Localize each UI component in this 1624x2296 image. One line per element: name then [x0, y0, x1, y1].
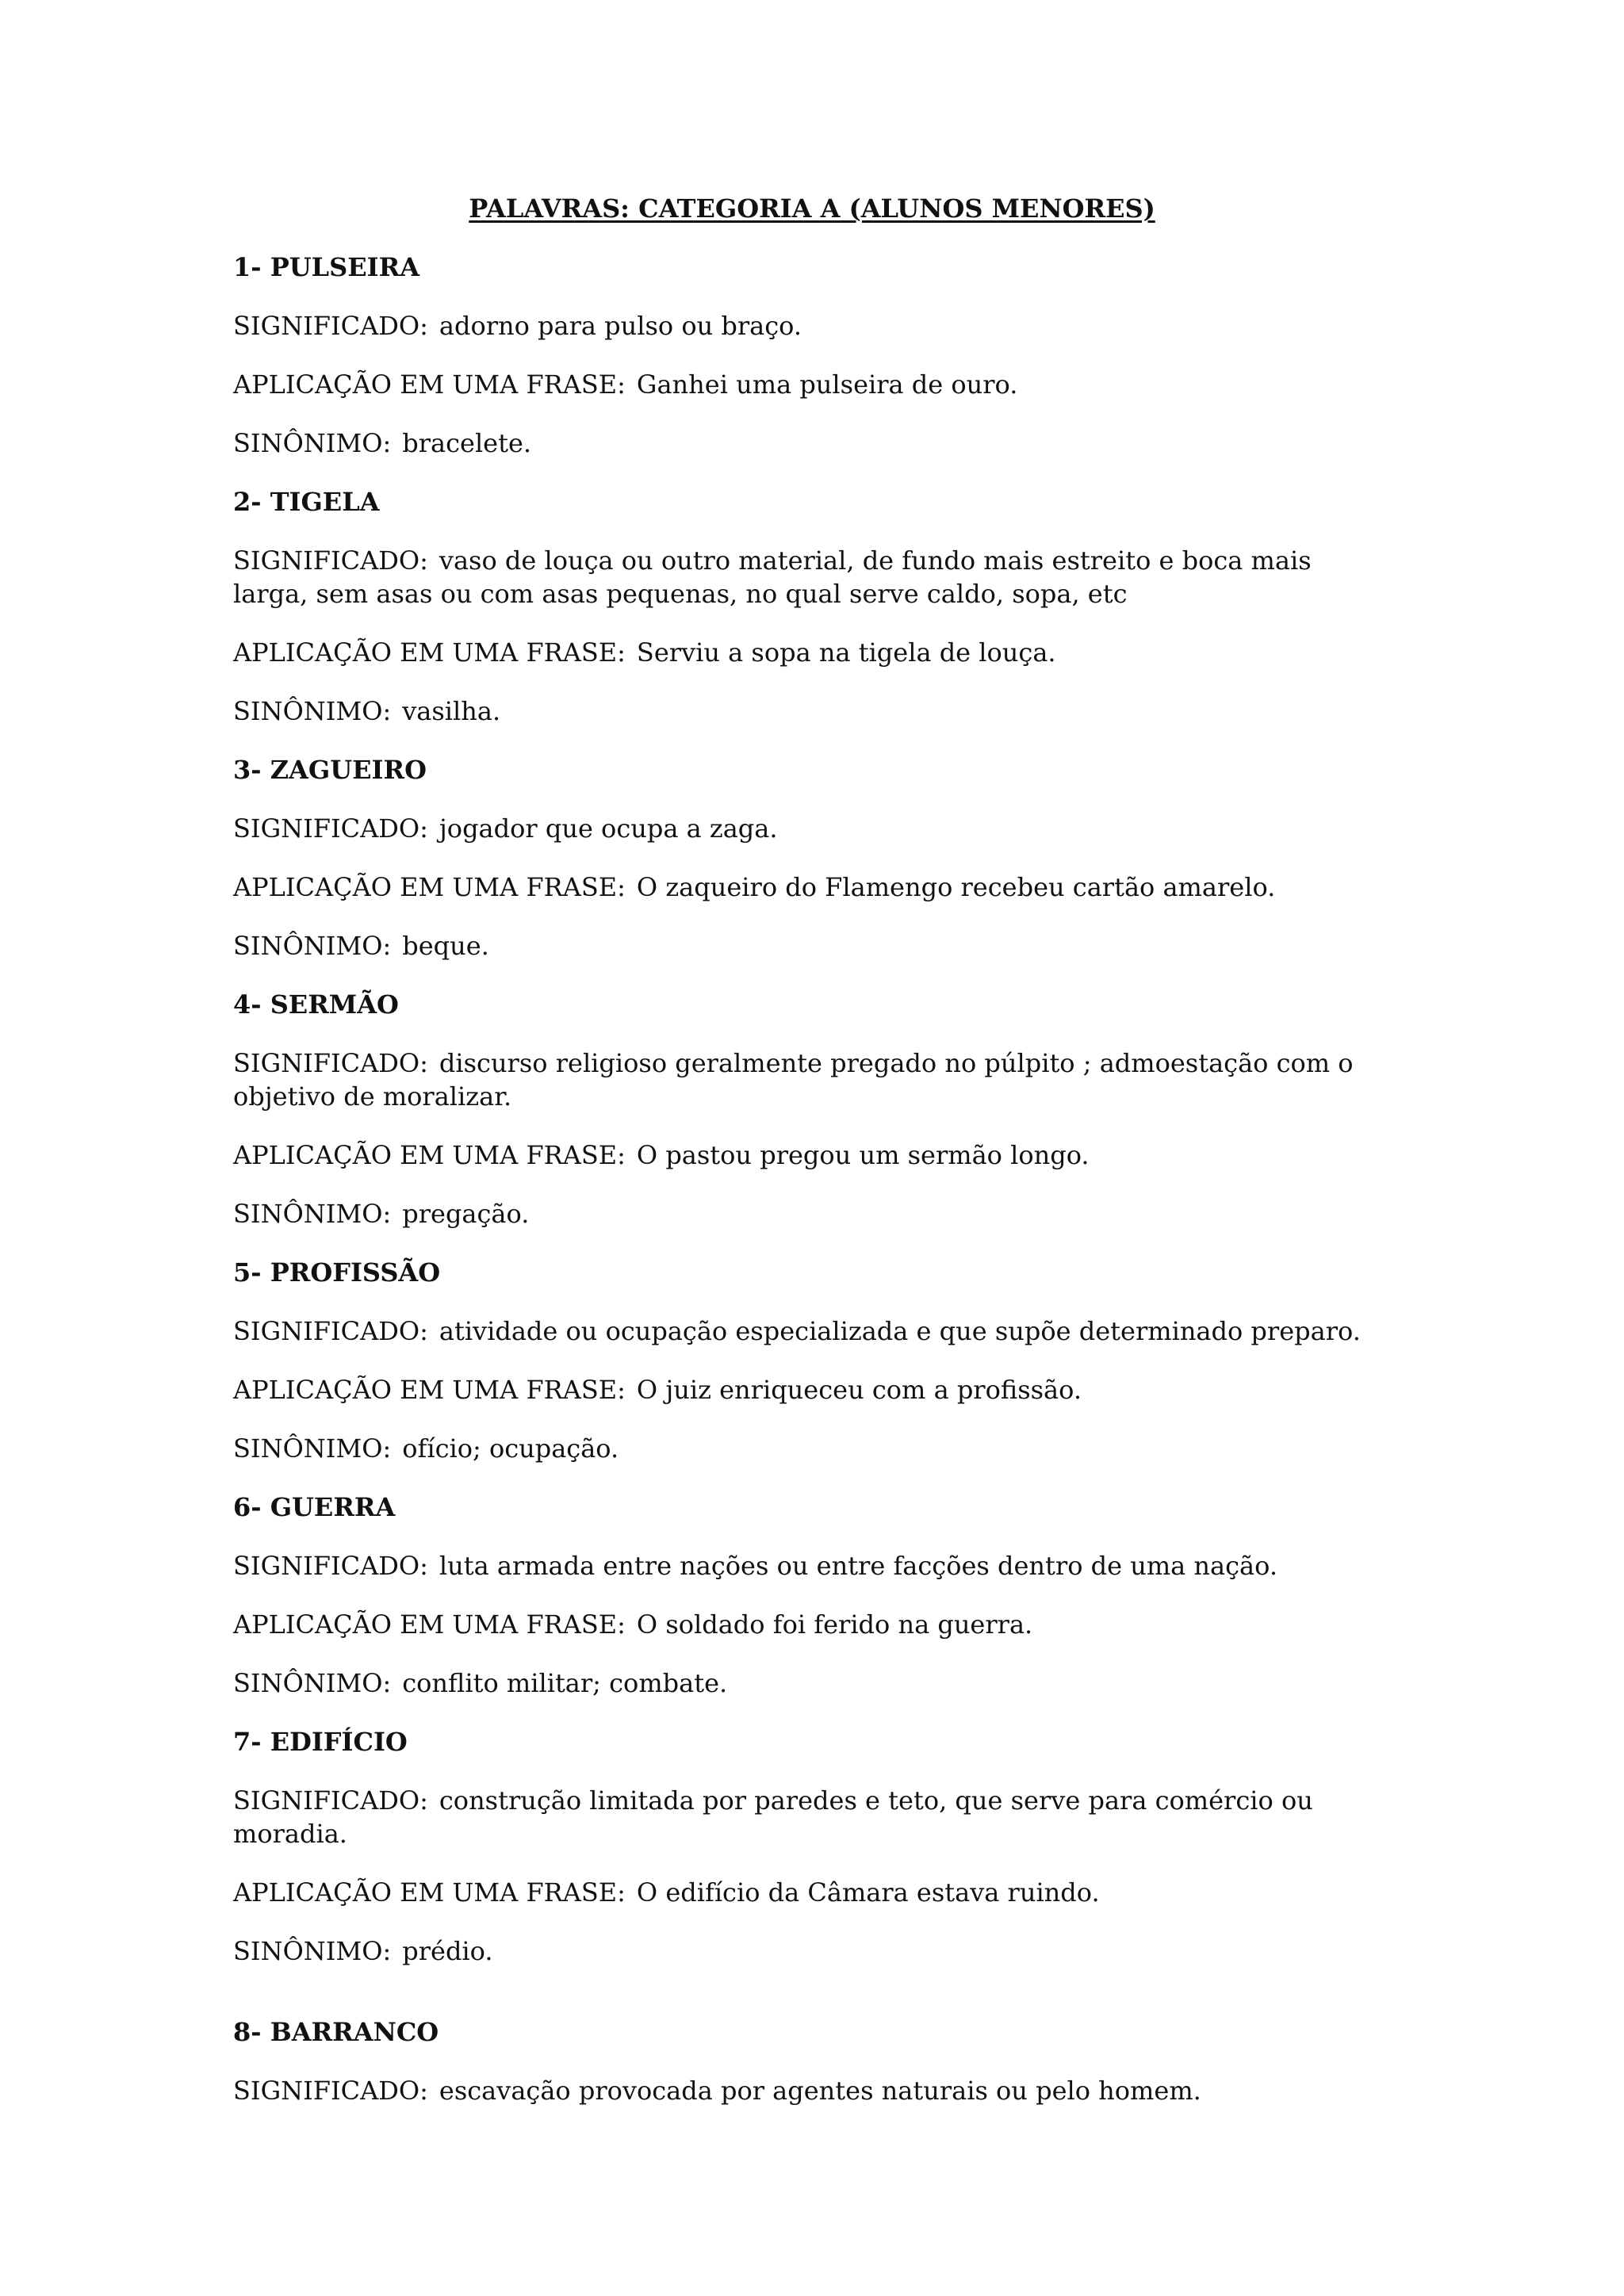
- meaning-label: SIGNIFICADO:: [233, 1551, 428, 1581]
- sentence-line: [233, 1373, 1391, 1406]
- synonym-label: SINÔNIMO:: [233, 1936, 392, 1966]
- meaning-label: SIGNIFICADO:: [233, 1785, 428, 1816]
- word-list: [233, 251, 1391, 2133]
- sentence-line: [233, 1608, 1391, 1641]
- sentence-label: APLICAÇÃO EM UMA FRASE:: [233, 369, 626, 400]
- synonym-label: SINÔNIMO:: [233, 1433, 392, 1464]
- meaning-line: [233, 1314, 1391, 1348]
- synonym-text: bracelete.: [402, 428, 532, 458]
- meaning-text: luta armada entre nações ou entre facções dentro de uma nação.: [439, 1551, 1277, 1581]
- synonym-line: [233, 929, 1391, 962]
- sentence-label: APLICAÇÃO EM UMA FRASE:: [233, 1375, 626, 1405]
- synonym-text: vasilha.: [402, 696, 501, 726]
- word-entry: [233, 1725, 1391, 1968]
- synonym-label: SINÔNIMO:: [233, 1199, 392, 1229]
- synonym-label: SINÔNIMO:: [233, 696, 392, 726]
- word-entry: [233, 988, 1391, 1230]
- meaning-label: SIGNIFICADO:: [233, 545, 428, 576]
- meaning-line: [233, 544, 1391, 610]
- synonym-line: [233, 695, 1391, 728]
- sentence-text: O zaqueiro do Flamengo recebeu cartão amarelo.: [636, 872, 1276, 902]
- meaning-text: adorno para pulso ou braço.: [439, 311, 802, 341]
- synonym-text: pregação.: [402, 1199, 530, 1229]
- sentence-text: O pastou pregou um sermão longo.: [636, 1140, 1090, 1170]
- meaning-text: construção limitada por paredes e teto, que serve para comércio ou moradia.: [233, 1785, 1313, 1849]
- meaning-line: [233, 1549, 1391, 1582]
- word-entry: [233, 753, 1391, 962]
- sentence-label: APLICAÇÃO EM UMA FRASE:: [233, 637, 626, 668]
- word-entry: [233, 251, 1391, 460]
- sentence-label: APLICAÇÃO EM UMA FRASE:: [233, 1140, 626, 1170]
- synonym-label: SINÔNIMO:: [233, 1668, 392, 1698]
- sentence-line: [233, 368, 1391, 401]
- synonym-line: [233, 427, 1391, 460]
- meaning-text: atividade ou ocupação especializada e que supõe determinado preparo.: [439, 1316, 1361, 1346]
- sentence-label: APLICAÇÃO EM UMA FRASE:: [233, 1609, 626, 1640]
- synonym-text: beque.: [402, 931, 489, 961]
- meaning-line: [233, 1047, 1391, 1113]
- sentence-line: [233, 871, 1391, 904]
- word-heading: 6- GUERRA: [233, 1492, 396, 1522]
- sentence-text: Ganhei uma pulseira de ouro.: [636, 369, 1018, 400]
- meaning-label: SIGNIFICADO:: [233, 1316, 428, 1346]
- meaning-line: [233, 812, 1391, 845]
- meaning-label: SIGNIFICADO:: [233, 311, 428, 341]
- meaning-text: discurso religioso geralmente pregado no púlpito ; admoestação com o objetivo de moralizar.: [233, 1048, 1354, 1112]
- sentence-label: APLICAÇÃO EM UMA FRASE:: [233, 872, 626, 902]
- meaning-label: SIGNIFICADO:: [233, 1048, 428, 1078]
- sentence-line: [233, 636, 1391, 669]
- sentence-line: [233, 1138, 1391, 1172]
- word-heading: 3- ZAGUEIRO: [233, 755, 427, 785]
- sentence-text: Serviu a sopa na tigela de louça.: [636, 637, 1056, 668]
- meaning-label: SIGNIFICADO:: [233, 2076, 428, 2106]
- meaning-text: jogador que ocupa a zaga.: [439, 813, 778, 844]
- word-entry: [233, 2015, 1391, 2107]
- word-heading: 8- BARRANCO: [233, 2017, 439, 2047]
- sentence-text: O juiz enriqueceu com a profissão.: [636, 1375, 1082, 1405]
- meaning-text: escavação provocada por agentes naturais ou pelo homem.: [439, 2076, 1201, 2106]
- word-heading: 1- PULSEIRA: [233, 252, 420, 282]
- sentence-text: O soldado foi ferido na guerra.: [636, 1609, 1033, 1640]
- document-title: PALAVRAS: CATEGORIA A (ALUNOS MENORES): [469, 193, 1155, 224]
- synonym-line: [233, 1667, 1391, 1700]
- word-entry: [233, 485, 1391, 728]
- meaning-label: SIGNIFICADO:: [233, 813, 428, 844]
- word-heading: 4- SERMÃO: [233, 989, 399, 1020]
- synonym-text: prédio.: [402, 1936, 493, 1966]
- meaning-line: [233, 309, 1391, 342]
- sentence-text: O edifício da Câmara estava ruindo.: [636, 1877, 1100, 1908]
- word-heading: 2- TIGELA: [233, 487, 380, 517]
- synonym-line: [233, 1934, 1391, 1968]
- synonym-label: SINÔNIMO:: [233, 428, 392, 458]
- word-entry: [233, 1256, 1391, 1465]
- word-heading: 7- EDIFÍCIO: [233, 1727, 408, 1757]
- synonym-line: [233, 1197, 1391, 1230]
- synonym-text: conflito militar; combate.: [402, 1668, 728, 1698]
- meaning-line: [233, 2074, 1391, 2107]
- word-heading: 5- PROFISSÃO: [233, 1257, 441, 1288]
- sentence-line: [233, 1876, 1391, 1909]
- synonym-text: ofício; ocupação.: [402, 1433, 619, 1464]
- synonym-line: [233, 1432, 1391, 1465]
- meaning-line: [233, 1784, 1391, 1850]
- word-entry: [233, 1490, 1391, 1700]
- sentence-label: APLICAÇÃO EM UMA FRASE:: [233, 1877, 626, 1908]
- synonym-label: SINÔNIMO:: [233, 931, 392, 961]
- meaning-text: vaso de louça ou outro material, de fundo mais estreito e boca mais larga, sem asas ou com asas pequenas, no qual serve caldo, sopa, etc: [233, 545, 1312, 609]
